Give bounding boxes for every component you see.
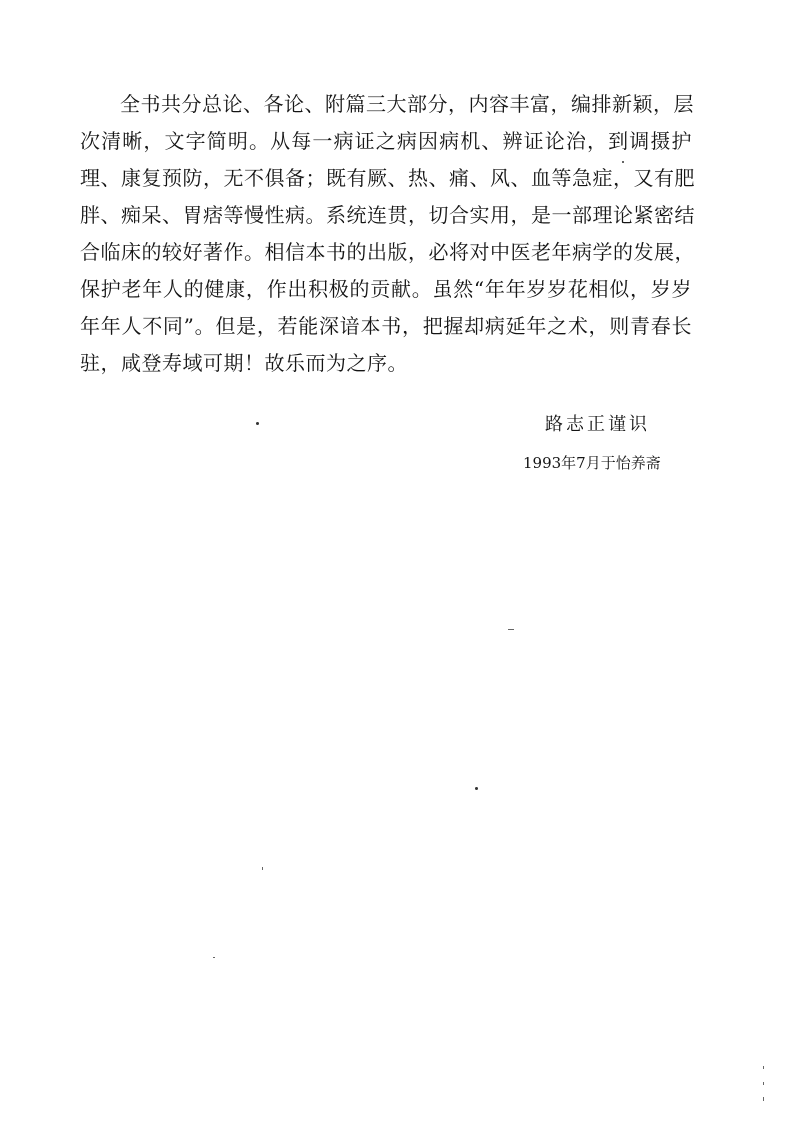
scan-speck	[475, 787, 478, 790]
preface-line-3: 理、康复预防，无不俱备；既有厥、热、痛、风、血等急症，又有肥	[80, 166, 695, 190]
preface-line-1: 全书共分总论、各论、附篇三大部分，内容丰富，编排新颖，层	[120, 92, 694, 116]
preface-line-2: 次清晰，文字简明。从每一病证之病因病机、辨证论治，到调摄护	[80, 129, 692, 153]
preface-line-6: 保护老年人的健康，作出积极的贡献。虽然“年年岁岁花相似，岁岁	[80, 277, 692, 301]
scan-dash	[213, 957, 215, 958]
scan-dash	[763, 1097, 764, 1101]
preface-line-5: 合临床的较好著作。相信本书的出版，必将对中医老年病学的发展，	[80, 240, 695, 264]
preface-line-4: 胖、痴呆、胃痞等慢性病。系统连贯，切合实用，是一部理论紧密结	[80, 203, 695, 227]
scan-dash	[763, 1082, 764, 1085]
author-signature: 路志正谨识	[545, 414, 650, 435]
scan-speck	[256, 422, 259, 425]
preface-line-8: 驻，咸登寿域可期！故乐而为之序。	[80, 351, 408, 375]
scan-dash	[763, 1066, 764, 1069]
scan-dash	[262, 867, 263, 870]
signature-date: 1993年7月于怡养斋	[523, 454, 661, 472]
preface-body	[80, 86, 695, 382]
scan-dash	[508, 629, 514, 630]
preface-line-7: 年年人不同”。但是，若能深谙本书，把握却病延年之术，则青春长	[80, 314, 692, 338]
scan-speck	[622, 161, 624, 163]
